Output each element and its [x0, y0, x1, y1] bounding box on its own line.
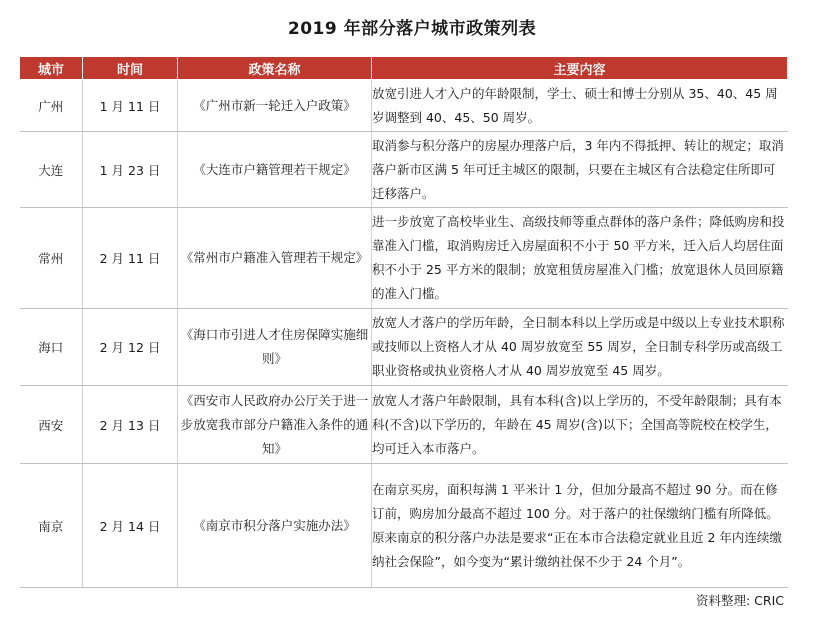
- page-title: 2019 年部分落户城市政策列表: [287, 19, 537, 39]
- content-cell: 在南京买房，面积每满 1 平米计 1 分，但加分最高不超过 90 分。而在修订前，购房加分最高不超过 100 分。对于落户的社保缴纳门槛有所降低。原来南京的积分落户办法是要求“正在本市合法稳定就业且近 2 年内连续缴纳社会保险”，如今变为“累计缴纳社保不少于 24 个月”。: [372, 464, 788, 588]
- policy-name-cell: 《大连市户籍管理若干规定》: [178, 132, 372, 208]
- date-cell: 2 月 14 日: [83, 464, 178, 588]
- date-cell: 1 月 23 日: [83, 132, 178, 208]
- content-cell: 放宽人才落户的学历年龄，全日制本科以上学历或是中级以上专业技术职称或技师以上资格人才从 40 周岁放宽至 55 周岁，全日制专科学历或高级工职业资格或执业资格人才从 40 周岁放宽至 45 周岁。: [372, 309, 788, 386]
- table-row: [20, 80, 788, 132]
- content-cell: 进一步放宽了高校毕业生、高级技师等重点群体的落户条件；降低购房和投靠准入门槛，取消购房迁入房屋面积不小于 50 平方米，迁入后人均居住面积不小于 25 平方米的限制；放宽租赁房屋准入门槛；放宽退休人员回原籍的准入门槛。: [372, 208, 788, 309]
- date-cell: 1 月 11 日: [83, 80, 178, 132]
- header-row: [20, 57, 788, 80]
- city-cell: 常州: [20, 208, 83, 309]
- table-row: [20, 386, 788, 464]
- table-header: [20, 57, 788, 80]
- content-cell: 取消参与积分落户的房屋办理落户后，3 年内不得抵押、转让的规定；取消落户新市区满 5 年可迁主城区的限制，只要在主城区有合法稳定住所即可迁移落户。: [372, 132, 788, 208]
- table-row: [20, 464, 788, 588]
- city-cell: 南京: [20, 464, 83, 588]
- date-cell: 2 月 12 日: [83, 309, 178, 386]
- table-body: [20, 80, 788, 588]
- content-cell: 放宽引进人才入户的年龄限制，学士、硕士和博士分别从 35、40、45 周岁调整到 40、45、50 周岁。: [372, 80, 788, 132]
- city-cell: 广州: [20, 80, 83, 132]
- header-date: 时间: [83, 57, 178, 80]
- header-policy: 政策名称: [178, 57, 372, 80]
- city-cell: 大连: [20, 132, 83, 208]
- header-content: 主要内容: [372, 57, 788, 80]
- table-row: [20, 309, 788, 386]
- policy-name-cell: 《常州市户籍准入管理若干规定》: [178, 208, 372, 309]
- table-row: [20, 208, 788, 309]
- date-cell: 2 月 11 日: [83, 208, 178, 309]
- policy-name-cell: 《广州市新一轮迁入户政策》: [178, 80, 372, 132]
- content-cell: 放宽人才落户年龄限制，具有本科(含)以上学历的，不受年龄限制；具有本科(不含)以下学历的，年龄在 45 周岁(含)以下；全国高等院校在校学生，均可迁入本市落户。: [372, 386, 788, 464]
- policy-name-cell: 《海口市引进人才住房保障实施细则》: [178, 309, 372, 386]
- policy-name-cell: 《西安市人民政府办公厅关于进一步放宽我市部分户籍准入条件的通知》: [178, 386, 372, 464]
- source-note: 资料整理: CRIC: [695, 593, 784, 608]
- date-cell: 2 月 13 日: [83, 386, 178, 464]
- city-cell: 西安: [20, 386, 83, 464]
- header-city: 城市: [20, 57, 83, 80]
- policy-name-cell: 《南京市积分落户实施办法》: [178, 464, 372, 588]
- city-cell: 海口: [20, 309, 83, 386]
- policy-table: [19, 56, 788, 588]
- table-row: [20, 132, 788, 208]
